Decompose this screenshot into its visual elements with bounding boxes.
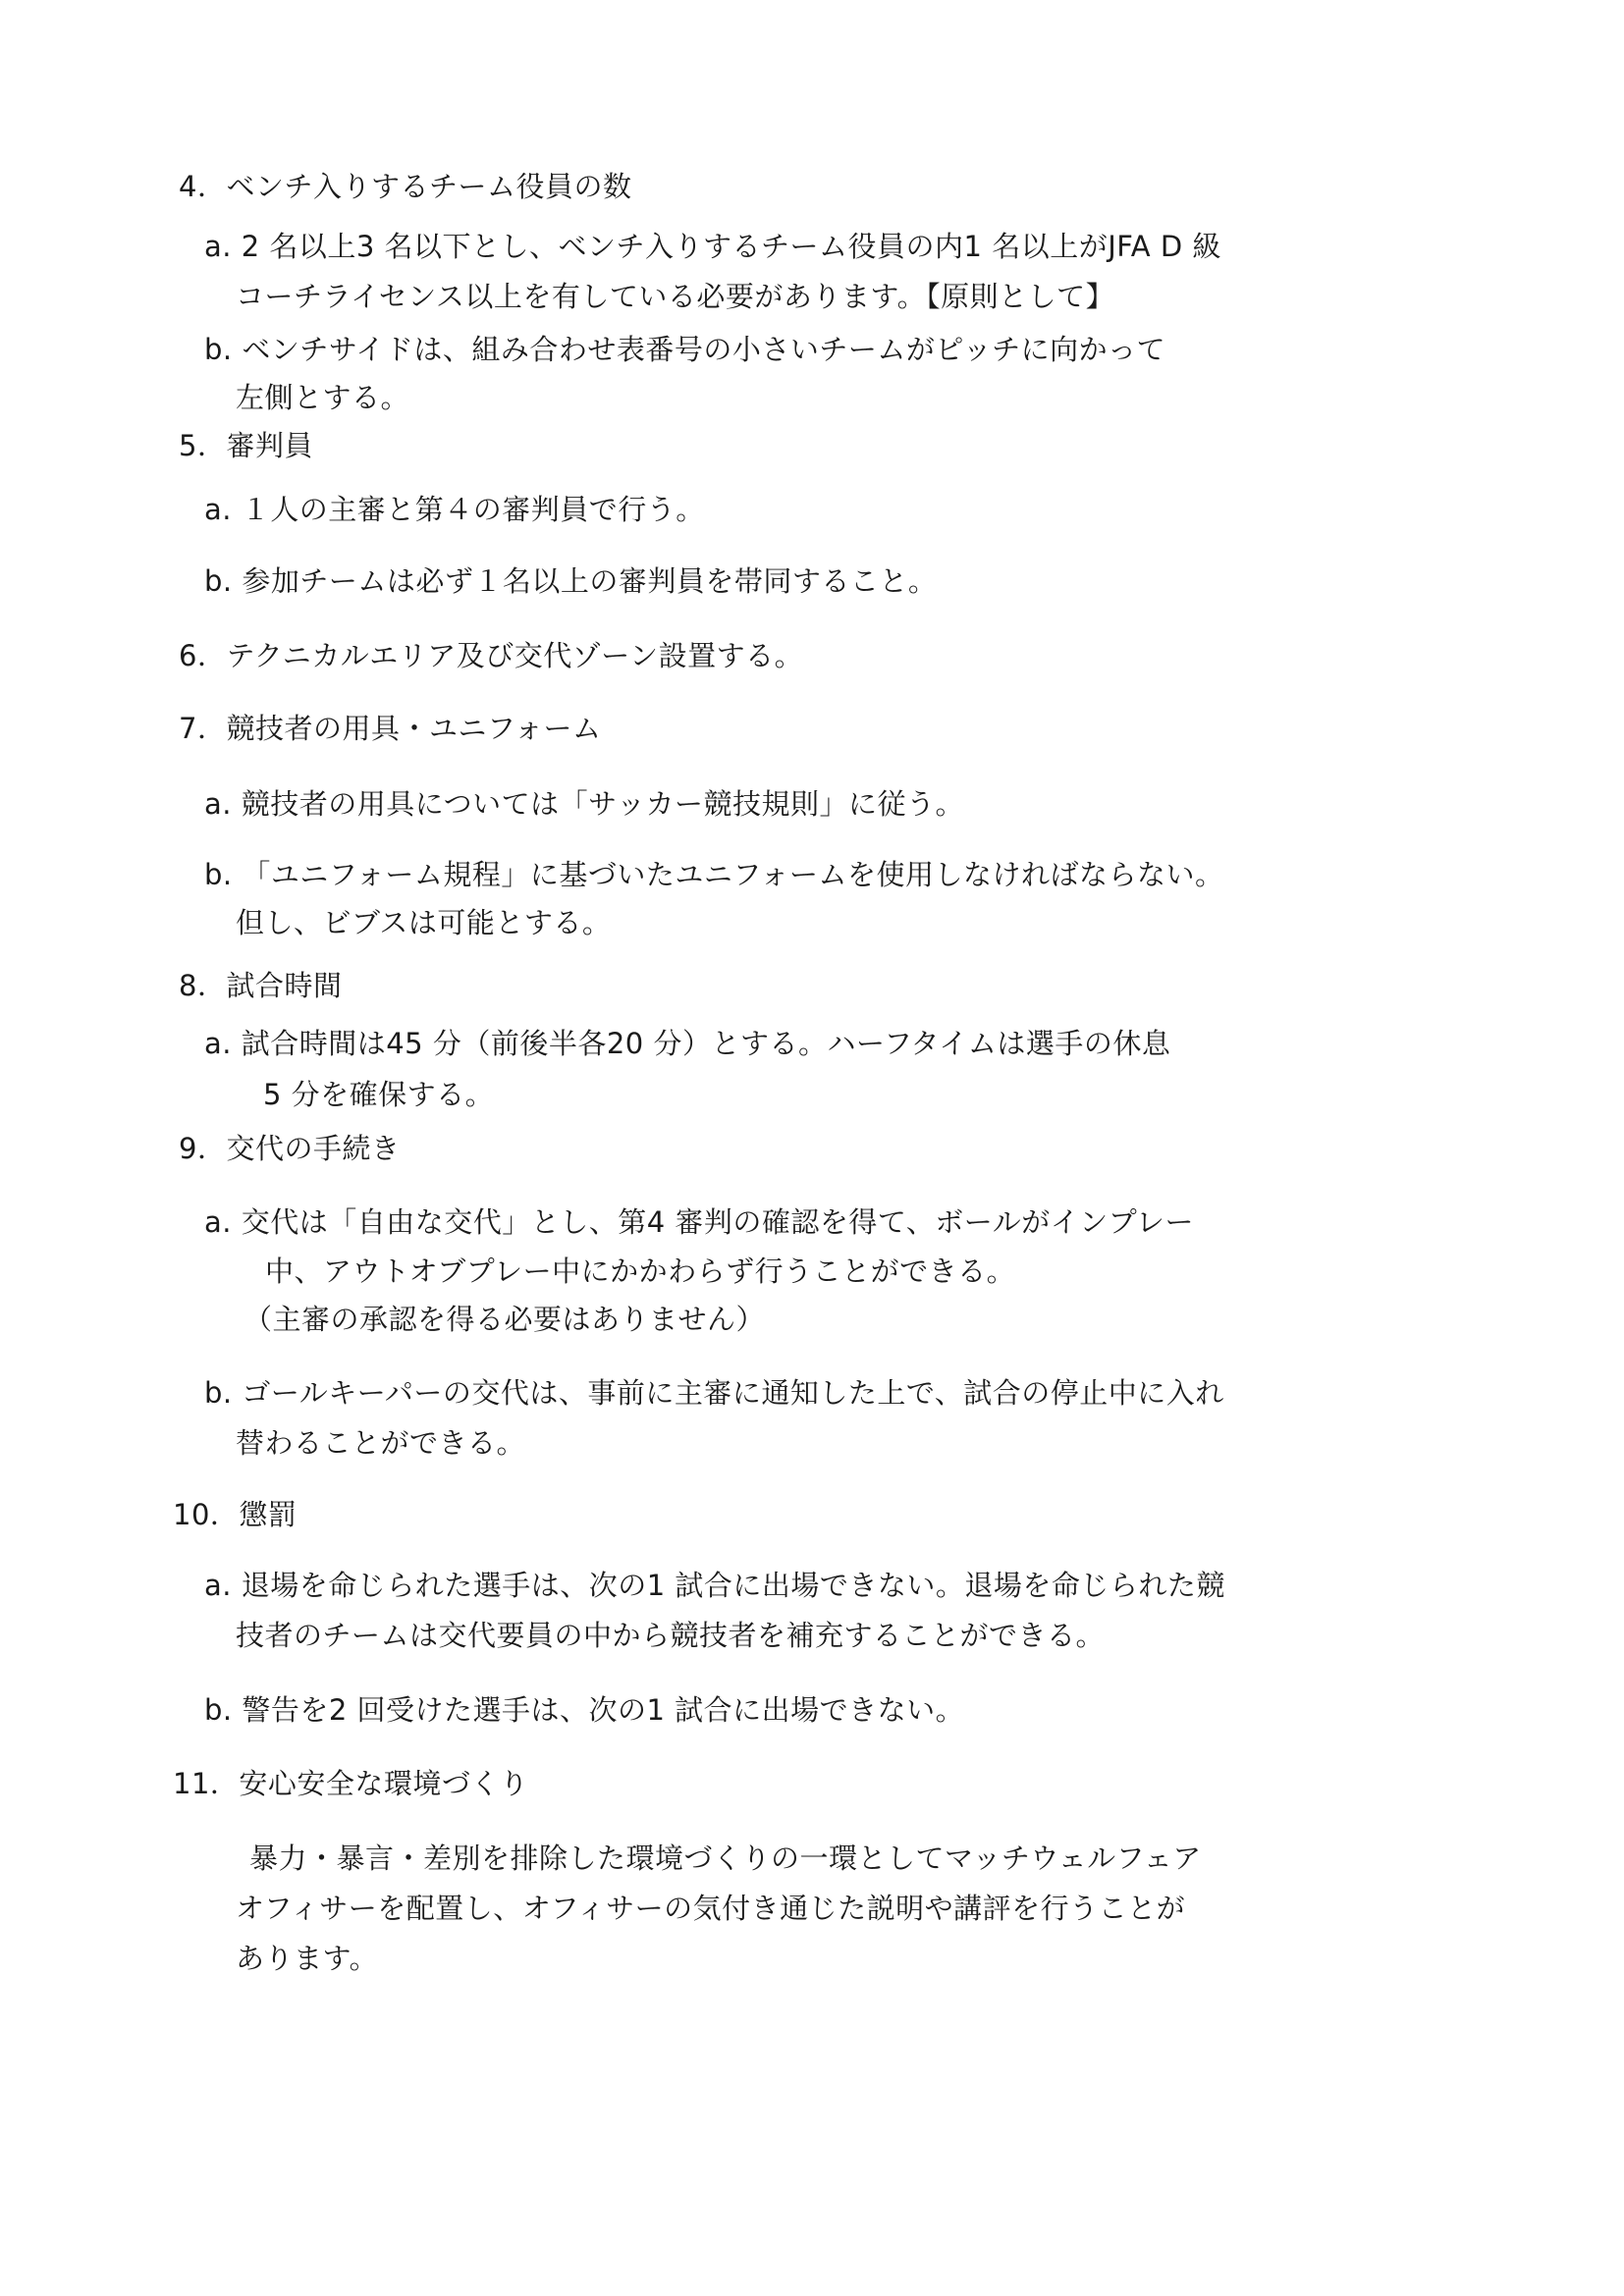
section-8-item-a-line-2: 5 分を確保する。 (263, 1078, 495, 1111)
section-10-item-a-line-1: a. 退場を命じられた選手は、次の1 試合に出場できない。退場を命じられた競 (204, 1569, 1225, 1602)
section-5-heading: 5．審判員 (179, 429, 313, 462)
section-9-item-a-line-1: a. 交代は「自由な交代」とし、第4 審判の確認を得て、ボールがインプレー (204, 1205, 1195, 1239)
section-4-item-b-line-2: 左側とする。 (236, 381, 410, 414)
section-9-heading: 9．交代の手続き (179, 1132, 401, 1165)
section-11-heading: 11．安心安全な環境づくり (173, 1767, 529, 1800)
section-10-item-b-line-1: b. 警告を2 回受けた選手は、次の1 試合に出場できない。 (204, 1693, 965, 1727)
section-9-item-b-line-1: b. ゴールキーパーの交代は、事前に主審に通知した上で、試合の停止中に入れ (204, 1376, 1224, 1410)
section-7-item-a-line-1: a. 競技者の用具については「サッカー競技規則」に従う。 (204, 787, 965, 821)
section-4-item-a-line-1: a. 2 名以上3 名以下とし、ベンチ入りするチーム役員の内1 名以上がJFA D 級 (204, 230, 1221, 263)
section-7-heading: 7．競技者の用具・ユニフォーム (179, 712, 602, 745)
section-5-item-b-line-1: b. 参加チームは必ず１名以上の審判員を帯同すること。 (204, 564, 938, 598)
section-7-item-b-line-2: 但し、ビブスは可能とする。 (236, 906, 612, 939)
section-11-paragraph-line-2: オフィサーを配置し、オフィサーの気付き通じた説明や講評を行うことが (236, 1892, 1186, 1925)
section-5-item-a-line-1: a. １人の主審と第４の審判員で行う。 (204, 493, 705, 526)
section-4-item-a-line-2: コーチライセンス以上を有している必要があります。【原則として】 (236, 280, 1115, 313)
section-4-item-b-line-1: b. ベンチサイドは、組み合わせ表番号の小さいチームがピッチに向かって (204, 333, 1166, 366)
section-8-item-a-line-1: a. 試合時間は45 分（前後半各20 分）とする。ハーフタイムは選手の休息 (204, 1027, 1171, 1060)
section-6-heading: 6．テクニカルエリア及び交代ゾーン設置する。 (179, 639, 804, 672)
section-7-item-b-line-1: b. 「ユニフォーム規程」に基づいたユニフォームを使用しなければならない。 (204, 858, 1224, 891)
section-10-item-a-line-2: 技者のチームは交代要員の中から競技者を補充することができる。 (236, 1619, 1106, 1652)
section-10-heading: 10．懲罰 (173, 1498, 298, 1531)
section-9-item-b-line-2: 替わることができる。 (236, 1426, 526, 1460)
section-9-item-a-line-3: （主審の承認を得る必要はありません） (244, 1303, 766, 1336)
section-8-heading: 8．試合時間 (179, 969, 343, 1002)
section-11-paragraph-line-1: 暴力・暴言・差別を排除した環境づくりの一環としてマッチウェルフェア (249, 1842, 1202, 1875)
section-11-paragraph-line-3: あります。 (236, 1942, 379, 1975)
section-9-item-a-line-2: 中、アウトオブプレー中にかかわらず行うことができる。 (265, 1255, 1016, 1288)
section-4-heading: 4．ベンチ入りするチーム役員の数 (179, 170, 632, 203)
